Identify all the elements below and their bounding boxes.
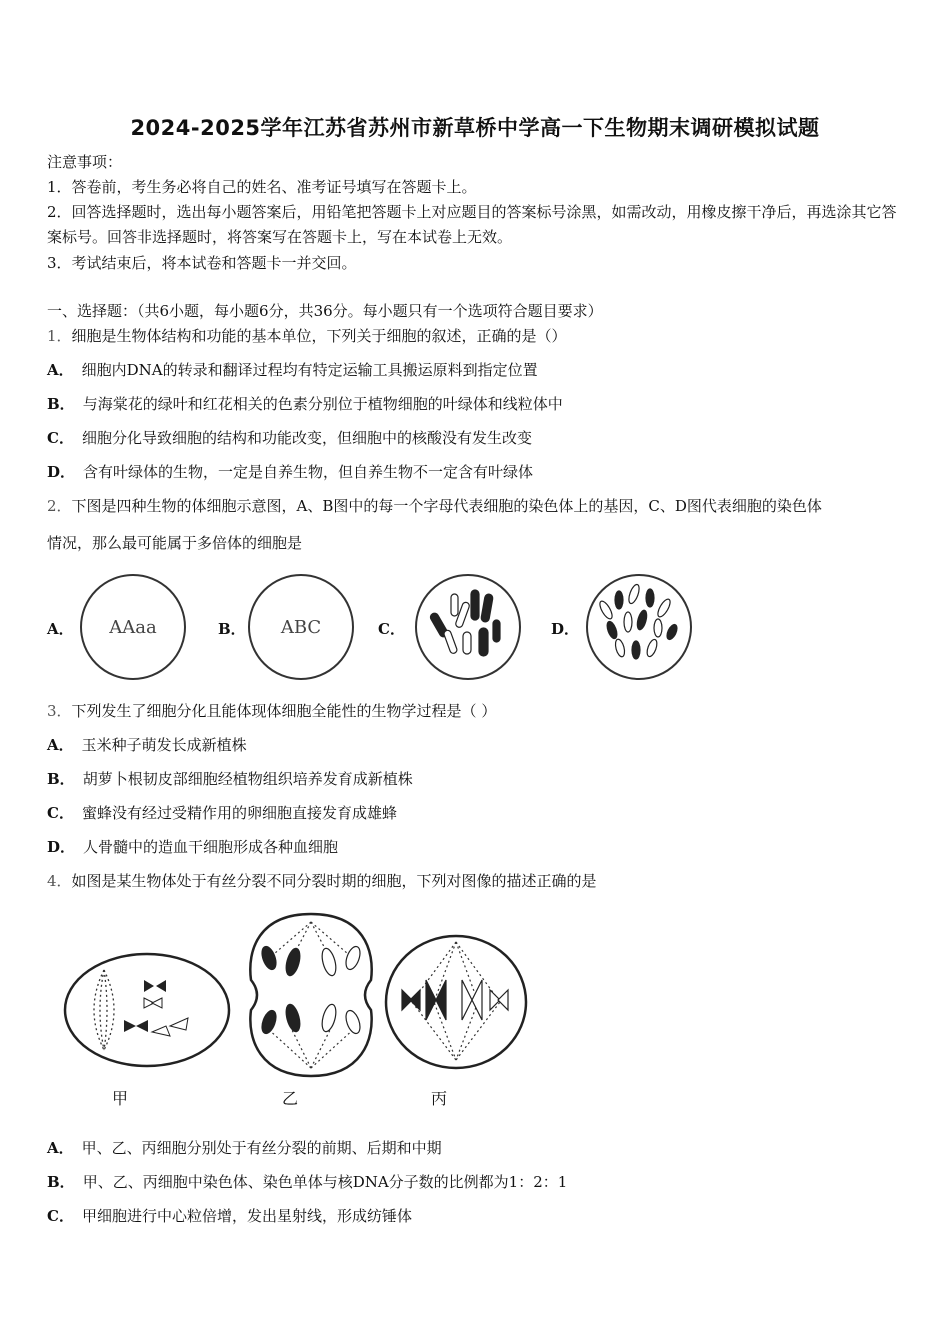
question-stem: 细胞是生物体结构和功能的基本单位，下列关于细胞的叙述，正确的是（） [71,327,567,345]
option-text: 人骨髓中的造血干细胞形成各种血细胞 [83,838,339,856]
question-stem: 下列发生了细胞分化且能体现体细胞全能性的生物学过程是（ ） [71,702,497,720]
option-key: A． [47,1139,74,1157]
mitosis-cell-jia [62,950,232,1070]
caption-yi: 乙 [282,1089,299,1108]
q1-option-a[interactable] [47,360,538,380]
notice-item-1: 1．答卷前，考生务必将自己的姓名、准考证号填写在答题卡上。 [47,178,477,196]
caption-bing: 丙 [431,1089,448,1108]
q3-option-d[interactable] [47,837,338,857]
q1-option-b[interactable] [47,394,563,414]
caption-jia: 甲 [112,1089,129,1108]
notice-heading: 注意事项： [47,153,123,171]
mitosis-cell-yi [243,910,379,1080]
question-4 [47,871,597,891]
option-key: A． [47,736,74,754]
q3-option-c[interactable] [47,803,397,823]
mitosis-cell-bing [384,932,528,1072]
cell-diagram-b [246,572,356,682]
option-key: B． [47,1173,75,1191]
question-2 [47,496,822,516]
option-key: D． [47,463,76,481]
q4-option-a[interactable] [47,1138,442,1158]
question-stem: 下图是四种生物的体细胞示意图，A、B图中的每一个字母代表细胞的染色体上的基因，C、D图代表细胞的染色体 [71,497,822,515]
notice-item-3: 3．考试结束后，将本试卷和答题卡一并交回。 [47,254,357,272]
q4-option-b[interactable] [47,1172,567,1192]
notice-item-2: 2．回答选择题时，选出每小题答案后，用铅笔把答题卡上对应题目的答案标号涂黑，如需改动，用橡皮擦干净后，再选涂其它答案标号。回答非选择题时，将答案写在答题卡上，写在本试卷上无效。 [47,203,897,246]
q1-option-d[interactable] [47,462,533,482]
section-heading: 一、选择题：（共6小题，每小题6分，共36分。每小题只有一个选项符合题目要求） [47,302,603,320]
cell-b-genes: ABC [280,617,322,638]
q2-option-b-label[interactable]: B． [218,620,246,638]
question-3 [47,701,496,721]
question-number: 1． [47,327,72,345]
option-key: C． [47,804,74,822]
question-number: 4． [47,872,72,890]
option-text: 玉米种子萌发长成新植株 [81,736,247,754]
option-key: C． [47,429,74,447]
option-text: 胡萝卜根韧皮部细胞经植物组织培养发育成新植株 [82,770,413,788]
q2-option-d-label[interactable]: D． [551,620,580,638]
option-text: 甲、乙、丙细胞中染色体、染色单体与核DNA分子数的比例都为1：2：1 [82,1173,568,1191]
option-text: 细胞内DNA的转录和翻译过程均有特定运输工具搬运原料到指定位置 [81,361,538,379]
cell-diagram-c [413,572,523,682]
q3-option-a[interactable] [47,735,247,755]
option-text: 与海棠花的绿叶和红花相关的色素分别位于植物细胞的叶绿体和线粒体中 [82,395,563,413]
cell-a-genes: AAaa [109,617,157,638]
option-key: C． [47,1207,74,1225]
q1-option-c[interactable] [47,428,532,448]
cell-diagram-d [584,572,694,682]
option-text: 细胞分化导致细胞的结构和功能改变，但细胞中的核酸没有发生改变 [81,429,532,447]
option-text: 蜜蜂没有经过受精作用的卵细胞直接发育成雄蜂 [81,804,397,822]
option-text: 甲、乙、丙细胞分别处于有丝分裂的前期、后期和中期 [81,1139,442,1157]
cell-diagram-a [78,572,188,682]
option-text: 甲细胞进行中心粒倍增，发出星射线，形成纺锤体 [81,1207,412,1225]
option-key: D． [47,838,76,856]
q3-option-b[interactable] [47,769,413,789]
question-number: 3． [47,702,72,720]
option-key: B． [47,770,75,788]
option-key: A． [47,361,74,379]
option-key: B． [47,395,75,413]
question-stem: 如图是某生物体处于有丝分裂不同分裂时期的细胞，下列对图像的描述正确的是 [71,872,597,890]
option-text: 含有叶绿体的生物，一定是自养生物，但自养生物不一定含有叶绿体 [83,463,534,481]
question-1 [47,326,567,346]
q2-option-c-label[interactable]: C． [378,620,405,638]
q2-option-a-label[interactable]: A． [47,620,74,638]
q4-option-c[interactable] [47,1206,412,1226]
question-2-cont: 情况，那么最可能属于多倍体的细胞是 [47,534,303,552]
page-title: 2024-2025学年江苏省苏州市新草桥中学高一下生物期末调研模拟试题 [130,116,820,140]
question-number: 2． [47,497,72,515]
